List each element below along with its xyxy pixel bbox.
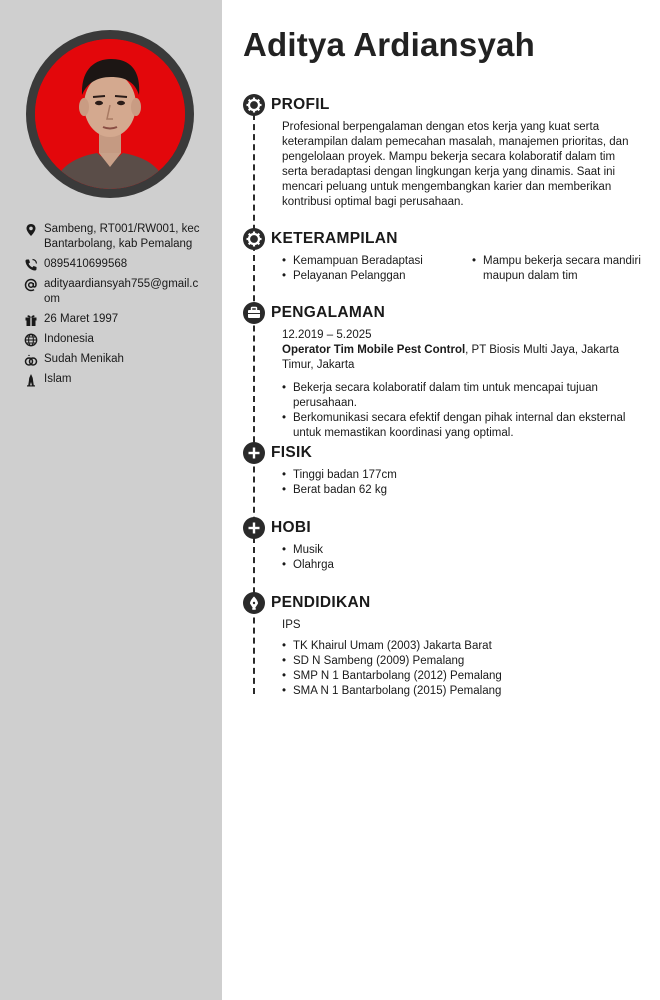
sidebar <box>0 0 222 1000</box>
physical-list <box>282 468 643 498</box>
gift-icon <box>24 313 38 327</box>
address-text: Sambeng, RT001/RW001, kec Bantarbolang, kab Pemalang <box>44 223 200 250</box>
contact-phone <box>24 257 200 272</box>
section-body <box>282 120 643 210</box>
contact-birthdate <box>24 312 200 327</box>
section-body <box>282 468 643 498</box>
list-item: • Pelayanan Pelanggan <box>282 269 472 284</box>
list-item: • Tinggi badan 177cm <box>282 468 643 483</box>
phone-icon <box>24 258 38 272</box>
job-company: , PT Biosis Multi Jaya, Jakarta Timur, Jakarta <box>282 344 619 371</box>
section-header <box>243 592 643 614</box>
list-item: • Mampu bekerja secara mandiri maupun dalam tim <box>472 254 642 284</box>
section-physical <box>243 442 643 498</box>
contact-marital-status <box>24 352 200 367</box>
pen-nib-icon <box>243 592 265 614</box>
section-header <box>243 517 643 539</box>
rings-icon <box>24 353 38 367</box>
section-title: HOBI <box>271 519 311 536</box>
list-item: • TK Khairul Umam (2003) Jakarta Barat <box>282 639 643 654</box>
contact-list <box>24 222 200 392</box>
section-education <box>243 592 643 699</box>
list-item: • Musik <box>282 543 643 558</box>
section-experience <box>243 302 643 441</box>
education-major: IPS <box>282 619 301 631</box>
marital-status-text: Sudah Menikah <box>44 353 124 365</box>
globe-icon <box>24 333 38 347</box>
section-title: PENDIDIKAN <box>271 594 371 611</box>
nationality-text: Indonesia <box>44 333 94 345</box>
list-item: • Bekerja secara kolaboratif dalam tim untuk mencapai tujuan perusahaan. <box>282 381 643 411</box>
gear-icon <box>243 94 265 116</box>
section-header <box>243 302 643 324</box>
section-header <box>243 228 643 250</box>
contact-religion <box>24 372 200 387</box>
candidate-name: Aditya Ardiansyah <box>243 26 535 63</box>
birthdate-text: 26 Maret 1997 <box>44 313 119 325</box>
location-pin-icon <box>24 223 38 237</box>
section-profile <box>243 94 643 210</box>
skills-column-2 <box>472 254 642 284</box>
section-header <box>243 442 643 464</box>
section-body <box>282 328 643 441</box>
email-text: adityaardiansyah755@gmail.com <box>44 278 199 305</box>
profile-photo <box>35 39 185 189</box>
contact-nationality <box>24 332 200 347</box>
at-sign-icon <box>24 278 38 292</box>
phone-text: 0895410699568 <box>44 258 128 270</box>
religion-text: Islam <box>44 373 72 385</box>
hobby-list <box>282 543 643 573</box>
section-title: FISIK <box>271 444 313 461</box>
section-title: PENGALAMAN <box>271 304 386 321</box>
contact-address <box>24 222 200 252</box>
contact-email <box>24 277 200 307</box>
list-item: • SMP N 1 Bantarbolang (2012) Pemalang <box>282 669 643 684</box>
section-skills <box>243 228 643 284</box>
gear-icon <box>243 228 265 250</box>
section-title: PROFIL <box>271 96 330 113</box>
experience-period: 12.2019 – 5.2025 <box>282 329 372 341</box>
section-body <box>282 543 643 573</box>
skills-grid <box>282 254 643 284</box>
section-header <box>243 94 643 116</box>
section-title: KETERAMPILAN <box>271 230 398 247</box>
religion-icon <box>24 373 38 387</box>
plus-icon <box>243 517 265 539</box>
plus-icon <box>243 442 265 464</box>
list-item: • Berat badan 62 kg <box>282 483 643 498</box>
skills-column-1 <box>282 254 472 284</box>
briefcase-icon <box>243 302 265 324</box>
profile-photo-frame <box>26 30 194 198</box>
duty-list <box>282 381 643 441</box>
section-hobby <box>243 517 643 573</box>
list-item: • SD N Sambeng (2009) Pemalang <box>282 654 643 669</box>
profile-text: Profesional berpengalaman dengan etos kerja yang kuat serta keterampilan dalam pemecahan masalah, manajemen prioritas, dan pengelolaan proyek. Mampu bekerja secara kolaboratif dalam tim serta beradaptasi dengan lingkungan kerja yang dinamis. Saat ini mencari peluang untuk mengembangkan karier dan memberikan kontribusi optimal bagi perusahaan. <box>282 121 629 208</box>
section-body <box>282 618 643 699</box>
education-list <box>282 639 643 699</box>
list-item: • Berkomunikasi secara efektif dengan pihak internal dan eksternal untuk memastikan koordinasi yang optimal. <box>282 411 643 441</box>
list-item: • SMA N 1 Bantarbolang (2015) Pemalang <box>282 684 643 699</box>
list-item: • Kemampuan Beradaptasi <box>282 254 472 269</box>
section-body <box>282 254 643 284</box>
experience-position <box>282 343 643 373</box>
list-item: • Olahrga <box>282 558 643 573</box>
job-title: Operator Tim Mobile Pest Control <box>282 344 466 356</box>
